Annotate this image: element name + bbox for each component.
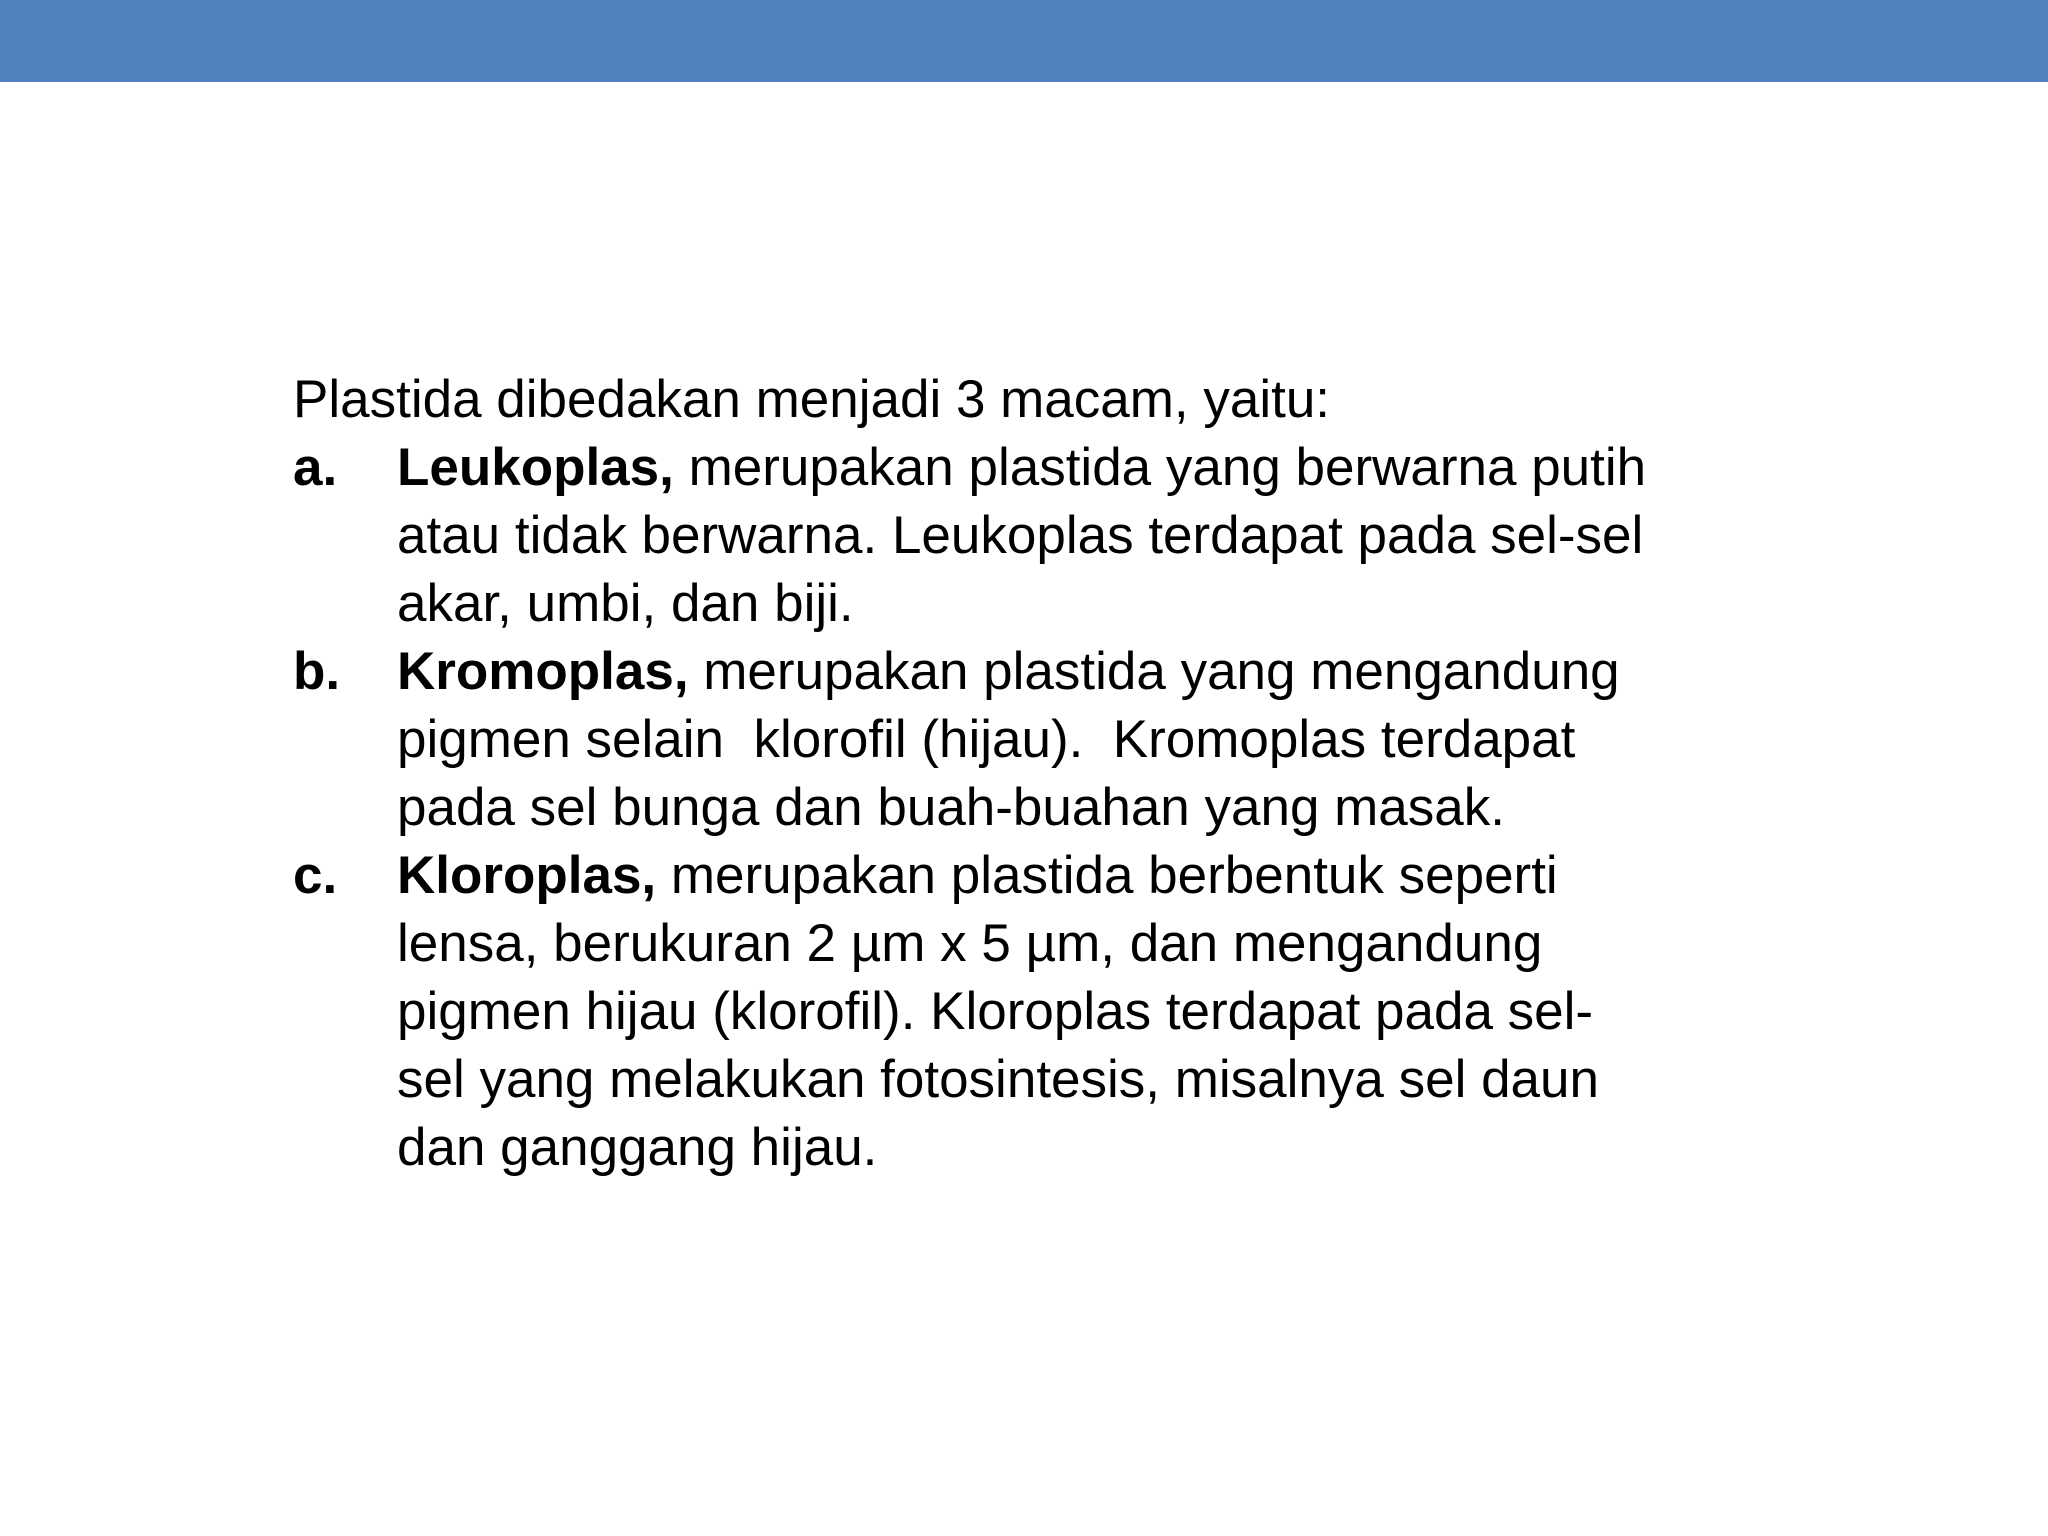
item-line: sel yang melakukan fotosintesis, misalnya sel daun: [397, 1050, 1599, 1109]
list-item-text: [397, 842, 1773, 1182]
item-line: [397, 638, 1773, 706]
item-line-text: merupakan plastida yang mengandung: [688, 642, 1620, 701]
item-line: pada sel bunga dan buah-buahan yang masak.: [397, 778, 1505, 837]
list-item-kloroplas: [293, 842, 1773, 1182]
item-line: dan ganggang hijau.: [397, 1118, 878, 1177]
item-line: lensa, berukuran 2 µm x 5 µm, dan mengandung: [397, 914, 1543, 973]
term-kromoplas: Kromoplas,: [397, 642, 689, 701]
slide-content: [293, 366, 1773, 1182]
item-line: akar, umbi, dan biji.: [397, 574, 854, 633]
list-item-text: [397, 434, 1773, 638]
header-bar: [0, 0, 2048, 82]
item-line: [397, 842, 1773, 910]
list-marker: c.: [293, 846, 338, 905]
term-leukoplas: Leukoplas,: [397, 438, 674, 497]
item-line: [397, 434, 1773, 502]
list-item-kromoplas: [293, 638, 1773, 842]
list-item-text: [397, 638, 1773, 842]
plastid-list: [293, 434, 1773, 1182]
item-line-text: merupakan plastida yang berwarna putih: [673, 438, 1647, 497]
intro-text: Plastida dibedakan menjadi 3 macam, yaitu:: [293, 370, 1331, 429]
list-marker: a.: [293, 438, 338, 497]
item-line-text: merupakan plastida berbentuk seperti: [656, 846, 1558, 905]
list-marker: b.: [293, 642, 341, 701]
term-kloroplas: Kloroplas,: [397, 846, 657, 905]
item-line: pigmen hijau (klorofil). Kloroplas terdapat pada sel-: [397, 982, 1594, 1041]
item-line: pigmen selain klorofil (hijau). Kromoplas terdapat: [397, 710, 1576, 769]
item-line: atau tidak berwarna. Leukoplas terdapat pada sel-sel: [397, 506, 1644, 565]
list-item-leukoplas: [293, 434, 1773, 638]
